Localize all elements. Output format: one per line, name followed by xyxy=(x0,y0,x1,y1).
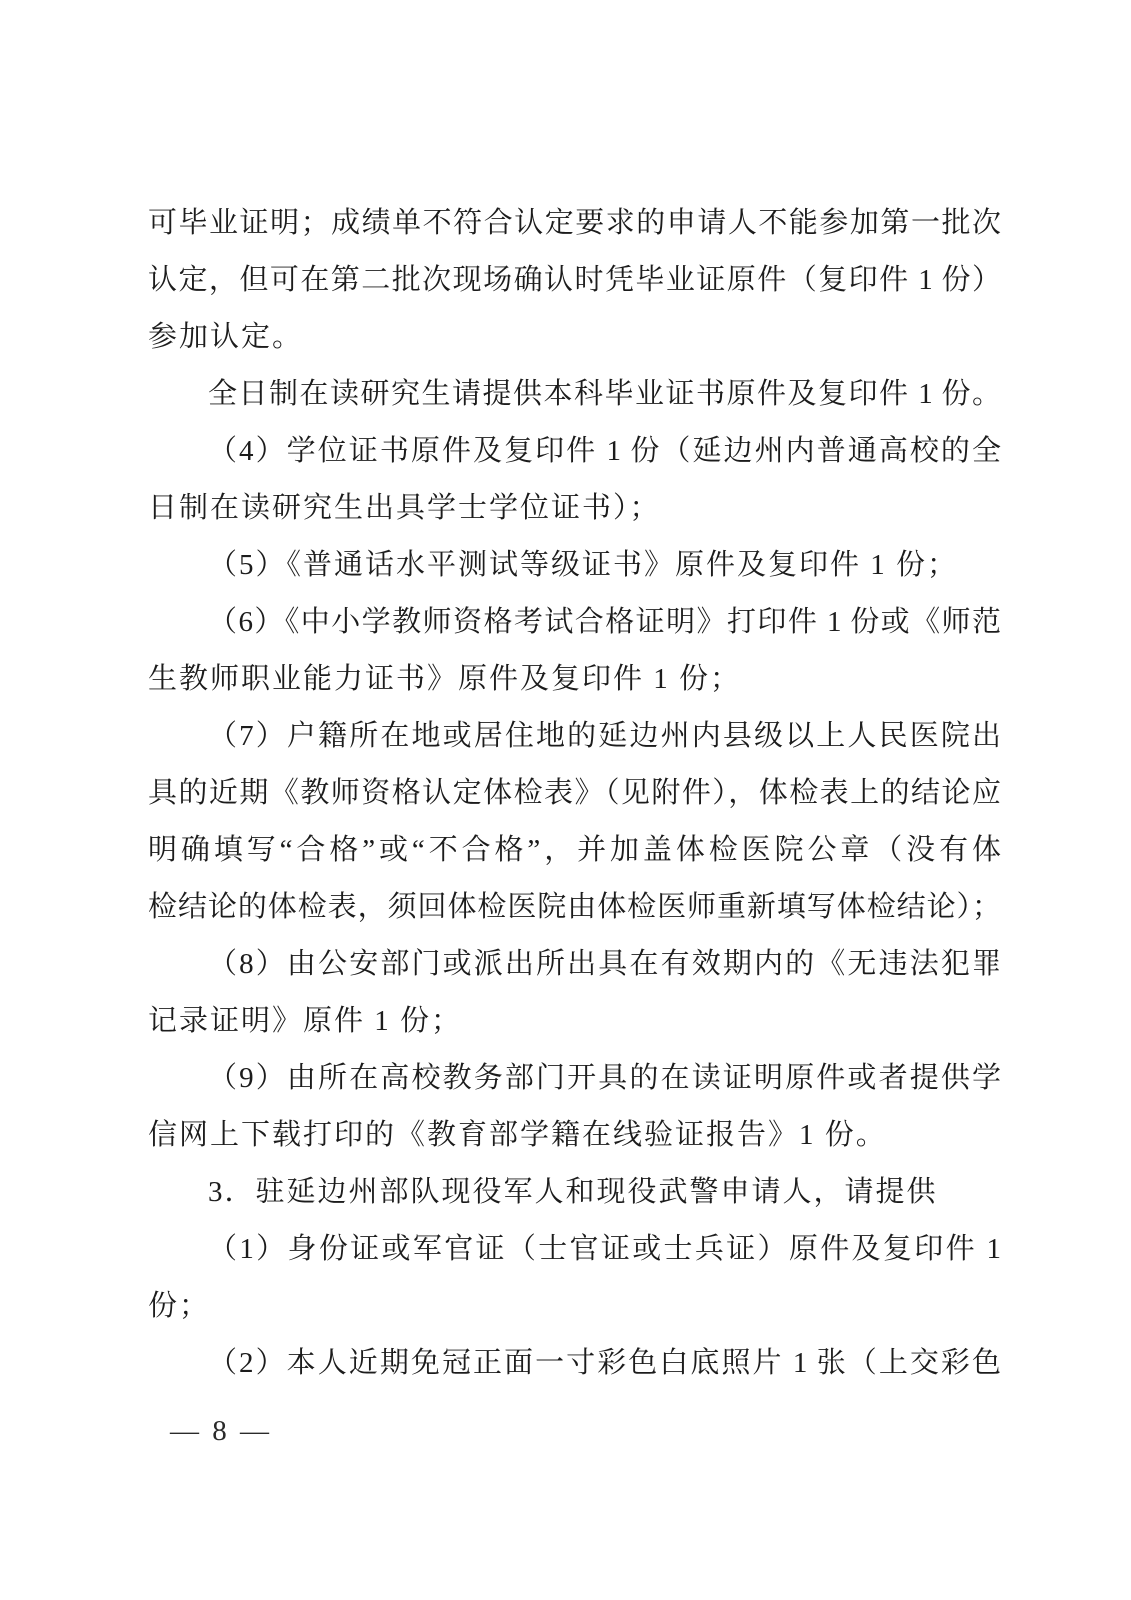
text-line: 可毕业证明；成绩单不符合认定要求的申请人不能参加第一批次 xyxy=(148,207,1001,239)
text-line: 具的近期《教师资格认定体检表》（见附件），体检表上的结论应 xyxy=(148,777,1001,809)
text-line: 份； xyxy=(148,1290,211,1322)
text-line: 参加认定。 xyxy=(148,321,304,353)
text-line: 检结论的体检表，须回体检医院由体检医师重新填写体检结论）； xyxy=(148,891,1001,923)
text-line: （8）由公安部门或派出所出具在有效期内的《无违法犯罪 xyxy=(208,948,1001,980)
text-line: （7）户籍所在地或居住地的延边州内县级以上人民医院出 xyxy=(208,720,1001,752)
text-line: （2）本人近期免冠正面一寸彩色白底照片 1 张（上交彩色 xyxy=(208,1347,1001,1379)
text-line: 信网上下载打印的《教育部学籍在线验证报告》1 份。 xyxy=(148,1119,887,1151)
document-body xyxy=(148,195,1001,1392)
page-number: — 8 — xyxy=(170,1415,272,1447)
text-line: （4）学位证书原件及复印件 1 份（延边州内普通高校的全 xyxy=(208,435,1001,467)
text-line: 3．驻延边州部队现役军人和现役武警申请人，请提供 xyxy=(208,1176,938,1208)
text-line: （1）身份证或军官证（士官证或士兵证）原件及复印件 1 xyxy=(208,1233,1001,1265)
text-line: （5）《普通话水平测试等级证书》原件及复印件 1 份； xyxy=(208,549,959,581)
text-line: （6）《中小学教师资格考试合格证明》打印件 1 份或《师范 xyxy=(208,606,1001,638)
text-line: 明确填写“合格”或“不合格”，并加盖体检医院公章（没有体 xyxy=(148,834,1001,866)
text-line: 生教师职业能力证书》原件及复印件 1 份； xyxy=(148,663,742,695)
text-line: 全日制在读研究生请提供本科毕业证书原件及复印件 1 份。 xyxy=(208,378,1001,410)
text-line: 记录证明》原件 1 份； xyxy=(148,1005,463,1037)
text-line: 认定，但可在第二批次现场确认时凭毕业证原件（复印件 1 份） xyxy=(148,264,1001,296)
text-line: （9）由所在高校教务部门开具的在读证明原件或者提供学 xyxy=(208,1062,1001,1094)
text-line: 日制在读研究生出具学士学位证书）； xyxy=(148,492,661,524)
